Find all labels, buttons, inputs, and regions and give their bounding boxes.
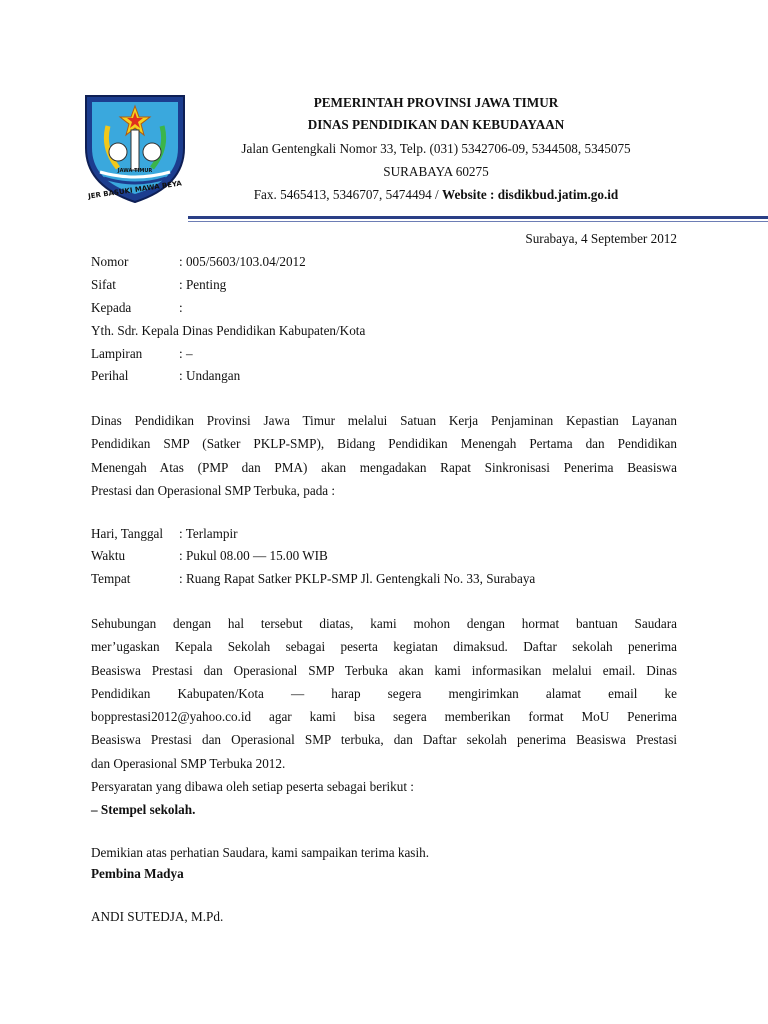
paragraph-line: Menengah Atas (PMP dan PMA) akan mengadakan Rapat Sinkronisasi Penerima Beasiswa [91,459,677,475]
field-value-kepada: : [179,300,183,315]
field-value-nomor: : 005/5603/103.04/2012 [179,254,306,269]
intro-paragraph [91,409,677,502]
field-label-kepada: Kepada [91,300,132,315]
header-website: Website : disdikbud.jatim.go.id [442,187,619,202]
paragraph-line: Pendidikan Kabupaten/Kota — harap segera mengirimkan alamat email ke [91,685,677,701]
schedule-label-place: Tempat [91,571,131,586]
field-label-sifat: Sifat [91,277,116,292]
schedule-value-time: : Pukul 08.00 — 15.00 WIB [179,548,328,563]
paragraph-line: Prestasi dan Operasional SMP Terbuka, pada : [91,482,336,498]
paragraph-line: Beasiswa Prestasi dan Operasional SMP Terbuka akan kami informasikan melalui email. Dinas [91,662,677,678]
field-value-sifat: : Penting [179,277,227,292]
body-paragraph [91,612,677,822]
field-value-perihal: : Undangan [179,368,241,383]
field-value-lampiran: : – [179,346,193,361]
requirement-item: – Stempel sekolah. [91,802,196,818]
paragraph-line: Sehubungan dengan hal tersebut diatas, kami mohon dengan hormat bantuan Saudara [91,616,677,631]
seal-banner-bottom: JER BASUKI MAWA BEYA [87,179,183,201]
signer-title: Pembina Madya [91,866,184,881]
signer-name: ANDI SUTEDJA, M.Pd. [91,909,224,924]
schedule-value-place: : Ruang Rapat Satker PKLP-SMP Jl. Gentengkali No. 33, Surabaya [179,571,536,586]
field-label-perihal: Perihal [91,368,129,383]
header-government: PEMERINTAH PROVINSI JAWA TIMUR [313,95,559,110]
closing-text: Demikian atas perhatian Saudara, kami sampaikan terima kasih. [91,845,429,860]
header-city: SURABAYA 60275 [383,164,489,179]
seal-banner-top: JAWA TIMUR [117,168,153,174]
header-divider [188,216,768,219]
requirements-intro: Persyaratan yang dibawa oleh setiap peserta sebagai berikut : [91,779,414,795]
field-label-lampiran: Lampiran [91,346,143,361]
schedule-value-date: : Terlampir [179,526,238,541]
header-address: Jalan Gentengkali Nomor 33, Telp. (031) 5342706-09, 5344508, 5345075 [241,141,631,156]
header-divider-thin [188,221,768,222]
paragraph-line: dan Operasional SMP Terbuka 2012. [91,755,286,771]
header-fax: Fax. 5465413, 5346707, 5474494 / [253,187,443,202]
field-label-nomor: Nomor [91,254,129,269]
header-agency: DINAS PENDIDIKAN DAN KEBUDAYAAN [307,117,565,132]
schedule-label-time: Waktu [91,548,126,563]
paragraph-line: Dinas Pendidikan Provinsi Jawa Timur melalui Satuan Kerja Penjaminan Kepastian Layanan [91,413,677,428]
paragraph-line: Pendidikan SMP (Satker PKLP-SMP), Bidang Pendidikan Menengah Pertama dan Pendidikan [91,436,677,452]
paragraph-line: mer’ugaskan Kepala Sekolah sebagai peserta kegiatan dimaksud. Daftar sekolah penerima [91,639,677,655]
header-contact [196,187,676,203]
recipient-line: Yth. Sdr. Kepala Dinas Pendidikan Kabupaten/Kota [91,323,366,338]
paragraph-line: bopprestasi2012@yahoo.co.id agar kami bisa segera memberikan format MoU Penerima [91,709,677,725]
paragraph-line: Beasiswa Prestasi dan Operasional SMP terbuka, dan Daftar sekolah penerima Beasiswa Prestasi [91,732,677,748]
letter-date: Surabaya, 4 September 2012 [525,231,677,246]
province-seal-logo [78,86,192,206]
schedule-label-date: Hari, Tanggal [91,526,164,541]
